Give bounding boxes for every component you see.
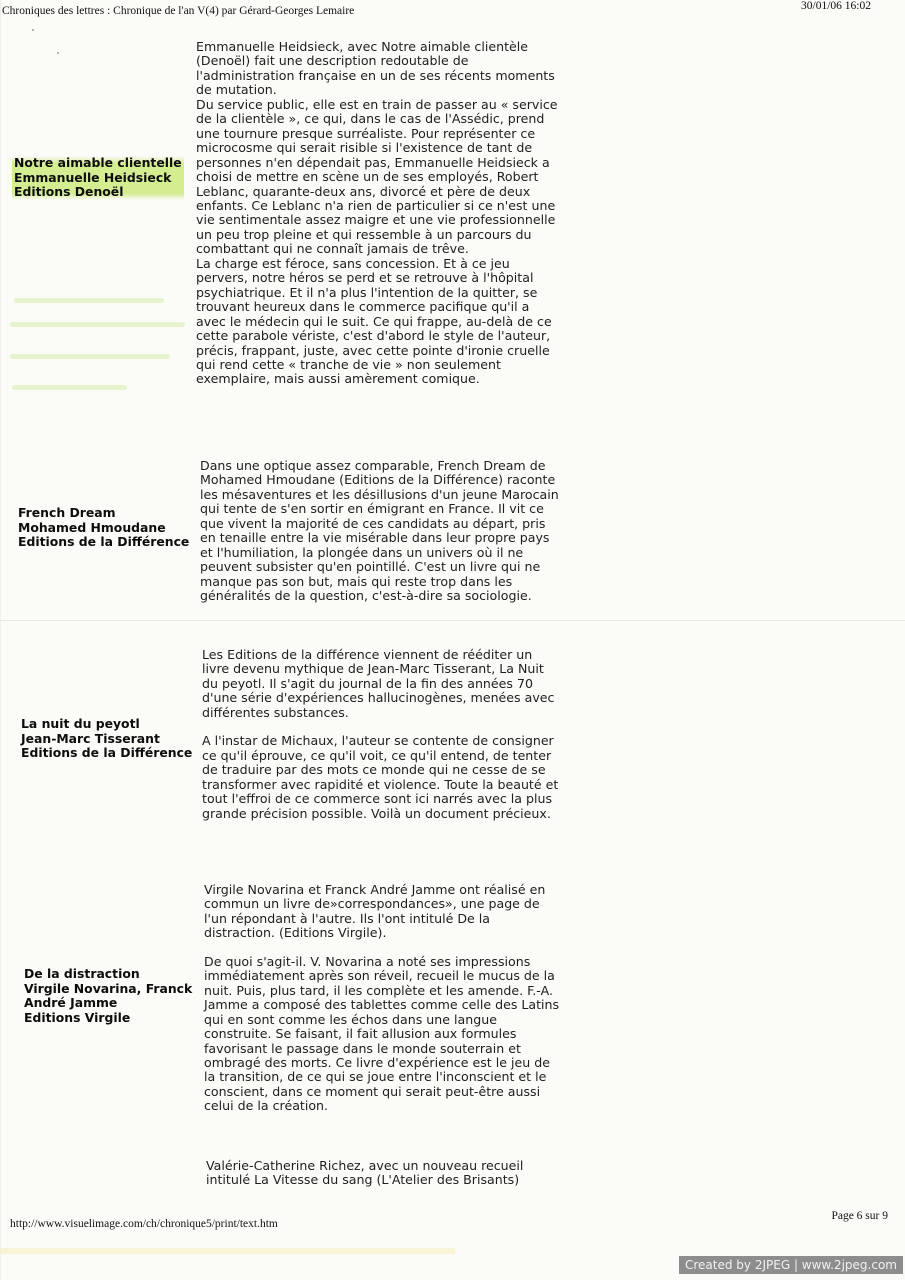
highlight-smudge — [10, 322, 185, 327]
highlight-smudge — [12, 385, 127, 390]
review-paragraph: De quoi s'agit-il. V. Novarina a noté ses impressions immédiatement après son réveil, recueil le mucus de la nuit. Puis, plus tard, il les complète et les amende. F.-A. Jamme a composé des tablettes comme celle des Latins qui en sont comme les échos dans une langue construite. Se faisant, il fait allusion aux formules favorisant le passage dans le monde souterrain et ombragé des morts. Ce livre d'expérience est le jeu de la transition, de ce qui se joue entre l'inconscient et le conscient, dans ce moment qui serait peut-être aussi celui de la création. — [204, 953, 560, 1114]
book-reference-2: French Dream Mohamed Hmoudane Editions de la Différence — [18, 505, 190, 550]
review-text-5 — [206, 1159, 566, 1188]
page-fold-line — [0, 620, 905, 621]
print-footer-url: http://www.visuelimage.com/ch/chronique5/print/text.htm — [10, 1218, 278, 1230]
review-paragraph: Dans une optique assez comparable, French Dream de Mohamed Hmoudane (Editions de la Différence) raconte les mésaventures et les désillusions d'un jeune Marocain qui tente de s'en sortir en émigrant en France. Il vit ce que vivent la majorité de ces candidats au départ, pris en tenaille entre la vie misérable dans leur propre pays et l'humiliation, la plongée dans un univers où il ne peuvent subsister qu'en pointillé. C'est un livre qui ne manque pas son but, mais qui reste trop dans les généralités de la question, c'est-à-dire sa sociologie. — [200, 458, 559, 604]
review-text-3 — [202, 648, 562, 821]
review-paragraph: La charge est féroce, sans concession. Et à ce jeu pervers, notre héros se perd et se retrouve à l'hôpital psychiatrique. Et il n'a plus l'intention de la quitter, se trouvant heureux dans le commerce pacifique qu'il a avec le médecin qui le suit. Ce qui frappe, au-delà de ce cette parabole vériste, c'est d'abord le style de l'auteur, précis, frappant, juste, avec cette pointe d'ironie cruelle qui rend cette « tranche de vie » non seulement exemplaire, mais aussi amèrement comique. — [196, 255, 552, 387]
review-paragraph: Du service public, elle est en train de passer au « service de la clientèle », ce qui, dans le cas de l'Assédic, prend une tournure presque surréaliste. Pour représenter ce microcosme qui serait risible si l'existence de tant de personnes n'en dépendait pas, Emmanuelle Heidsieck a choisi de mettre en scène un de ses employés, Robert Leblanc, quarante-deux ans, divorcé et père de deux enfants. Ce Leblanc n'a rien de particulier si ce n'est une vie sentimentale assez maigre et une vie professionnelle un peu trop pleine et qui ressemble à un parcours du combattant qui ne connaît jamais de trêve. — [196, 96, 558, 257]
book-reference-3: La nuit du peyotl Jean-Marc Tisserant Editions de la Différence — [21, 716, 193, 761]
print-header-title: Chroniques des lettres : Chronique de l'an V(4) par Gérard-Georges Lemaire — [2, 5, 355, 17]
highlight-smudge — [14, 298, 164, 303]
review-text-1 — [196, 40, 558, 387]
review-paragraph: Virgile Novarina et Franck André Jamme ont réalisé en commun un livre de»correspondances», une page de l'un répondant à l'autre. Ils l'ont intitulé De la distraction. (Editions Virgile). — [204, 882, 546, 941]
review-paragraph: Emmanuelle Heidsieck, avec Notre aimable clientèle (Denoël) fait une description redoutable de l'administration française en un de ses récents moments de mutation. — [196, 39, 555, 98]
scan-speck — [32, 29, 34, 31]
print-header-datetime: 30/01/06 16:02 — [801, 0, 871, 12]
review-text-4 — [204, 883, 564, 1114]
highlight-smudge — [10, 354, 170, 359]
scan-edge — [0, 0, 1, 1280]
book-reference-4: De la distraction Virgile Novarina, Franck André Jamme Editions Virgile — [24, 966, 193, 1025]
print-footer-page-number: Page 6 sur 9 — [831, 1210, 888, 1222]
review-paragraph: A l'instar de Michaux, l'auteur se contente de consigner ce qu'il éprouve, ce qu'il voit, ce qu'il entend, de tenter de traduire par des mots ce monde qui ne cesse de se transformer avec rapidité et violence. Toute la beauté et tout l'effroi de ce commerce sont ici narrés avec la plus grande précision possible. Voilà un document précieux. — [202, 733, 559, 821]
book-reference-1: Notre aimable clientelle Emmanuelle Heidsieck Editions Denoël — [14, 155, 182, 200]
review-text-2 — [200, 459, 560, 604]
scan-artifact-band — [0, 1248, 455, 1254]
review-paragraph: Les Editions de la différence viennent de rééditer un livre devenu mythique de Jean-Marc Tisserant, La Nuit du peyotl. Il s'agit du journal de la fin des années 70 d'une série d'expériences hallucinogènes, menées avec différentes substances. — [202, 647, 555, 720]
watermark-label: Created by 2JPEG | www.2jpeg.com — [679, 1256, 903, 1274]
scan-speck — [57, 52, 59, 54]
review-paragraph: Valérie-Catherine Richez, avec un nouveau recueil intitulé La Vitesse du sang (L'Atelier des Brisants) — [206, 1158, 524, 1188]
